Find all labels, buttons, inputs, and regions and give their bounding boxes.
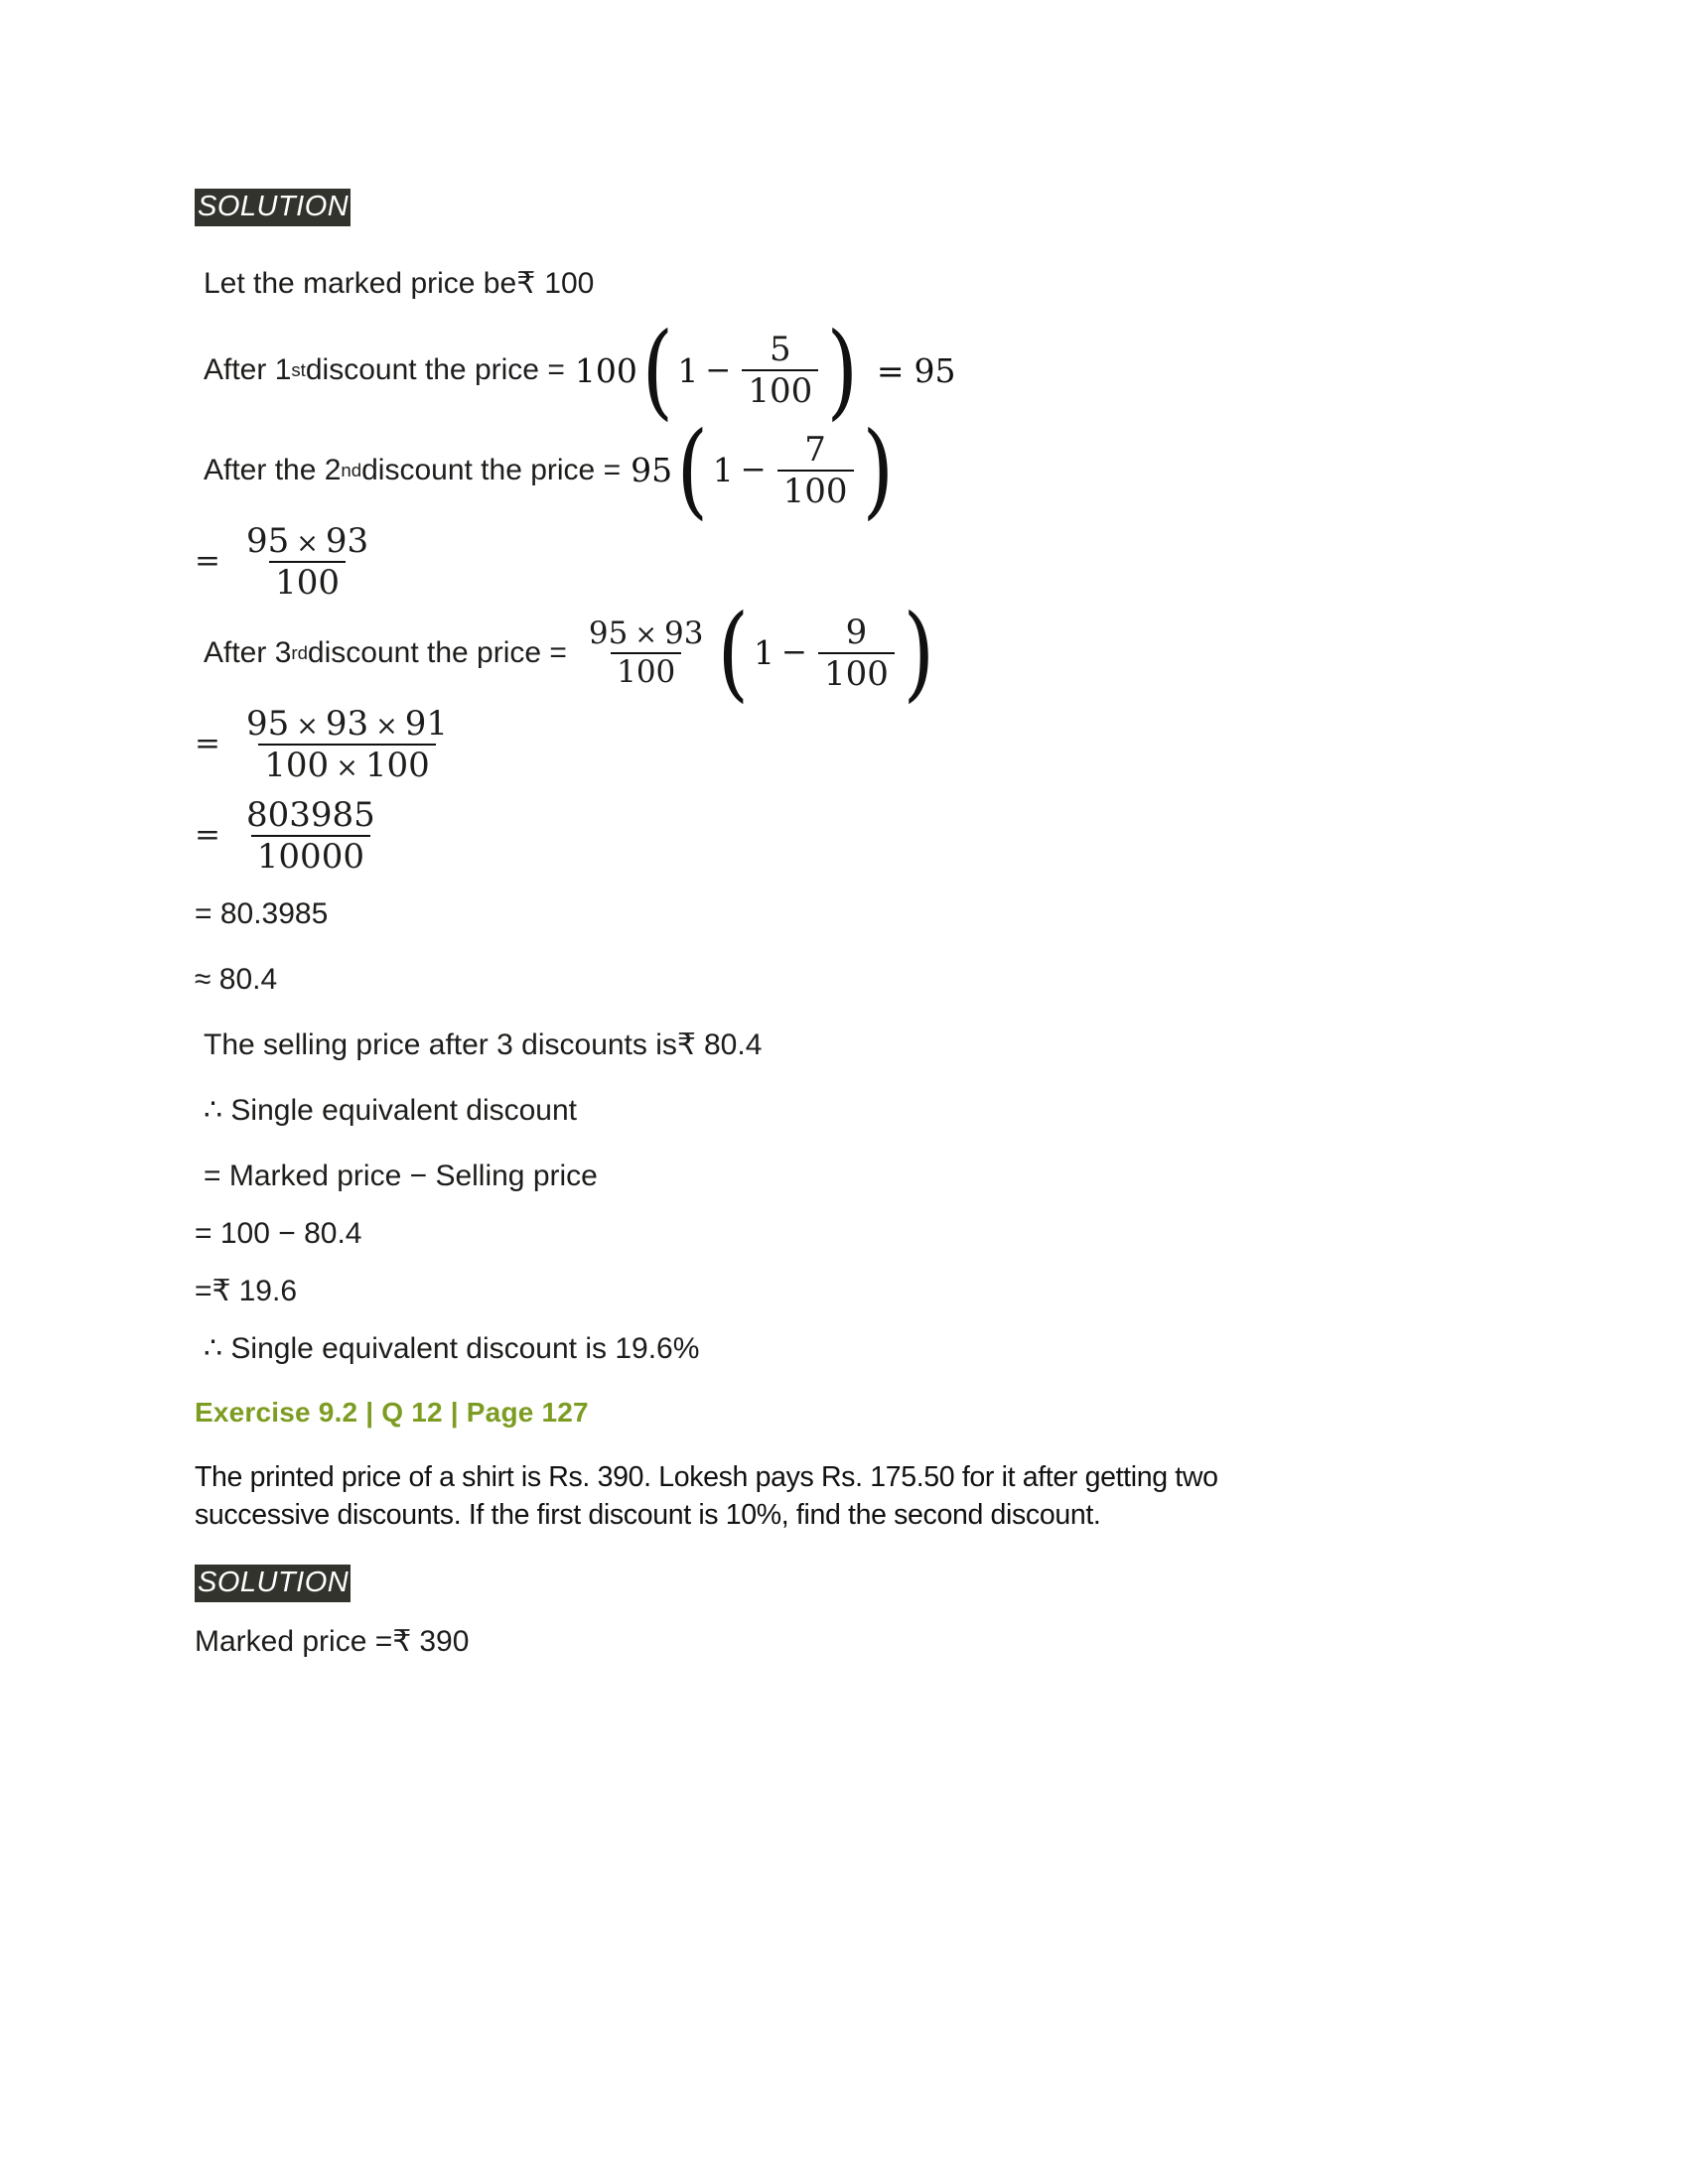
marked-price-2-prefix: Marked price = bbox=[195, 1625, 393, 1659]
selling-price-amount: 80.4 bbox=[704, 1027, 763, 1061]
spacer bbox=[195, 998, 1515, 1027]
step-1-result: 95 bbox=[914, 350, 956, 390]
spacer bbox=[195, 1252, 1515, 1274]
denominator-a: 100 bbox=[264, 745, 330, 785]
fraction-denominator bbox=[258, 744, 435, 783]
step-3-fraction bbox=[818, 614, 895, 692]
fraction-numerator bbox=[583, 614, 710, 652]
line-step-3-result bbox=[195, 703, 1515, 785]
numerator-b: 93 bbox=[664, 614, 704, 651]
fraction-denominator: 10000 bbox=[251, 835, 370, 875]
step-2-one: 1 bbox=[712, 450, 734, 489]
line-decimal-result: = 80.3985 bbox=[195, 896, 329, 930]
step-2-minus: − bbox=[740, 451, 767, 487]
line-approx-result: ≈ 80.4 bbox=[195, 962, 278, 996]
solution-badge-2-wrapper bbox=[195, 1565, 1515, 1602]
line-marked-price-assumption bbox=[195, 266, 1515, 302]
numerator-c: 91 bbox=[404, 703, 449, 744]
fraction-numerator: 9 bbox=[845, 612, 868, 652]
right-paren-icon: ) bbox=[862, 409, 894, 531]
step-3-result-equals: = bbox=[195, 726, 220, 762]
question-text bbox=[195, 1458, 1431, 1535]
spacer bbox=[195, 1535, 1515, 1565]
spacer bbox=[195, 1367, 1515, 1397]
fraction-numerator: 5 bbox=[770, 330, 791, 370]
rupee-icon: ₹ bbox=[211, 1274, 231, 1307]
step-3-one: 1 bbox=[754, 632, 775, 672]
fraction-numerator: 803985 bbox=[245, 794, 375, 835]
line-marked-price-2 bbox=[195, 1624, 1515, 1660]
document-content bbox=[195, 189, 1515, 1660]
spacer bbox=[195, 1309, 1515, 1331]
step-3-result-fraction bbox=[240, 703, 454, 785]
numerator-a: 95 bbox=[245, 703, 290, 744]
marked-price-2-amount: 390 bbox=[419, 1625, 470, 1659]
step-2-prefix: After the 2 bbox=[204, 453, 342, 486]
step-1-minus: − bbox=[705, 351, 732, 388]
fraction-denominator: 100 bbox=[742, 369, 818, 409]
step-2-suffix: discount the price = bbox=[361, 453, 622, 486]
rupee-icon: ₹ bbox=[676, 1027, 696, 1061]
fraction-denominator: 100 bbox=[269, 561, 346, 601]
times-icon: × bbox=[296, 527, 319, 559]
line-conclusion-2: = Marked price − Selling price bbox=[204, 1159, 598, 1192]
left-paren-icon: ( bbox=[717, 592, 750, 714]
step-4-result-fraction bbox=[240, 794, 381, 877]
left-paren-icon: ( bbox=[641, 310, 673, 432]
spacer bbox=[195, 1429, 1515, 1458]
step-3-minus: − bbox=[781, 634, 808, 671]
step-1-suffix: discount the price = bbox=[305, 353, 565, 387]
spacer bbox=[195, 692, 1515, 706]
marked-price-amount: 100 bbox=[544, 267, 595, 301]
fraction-numerator: 7 bbox=[804, 429, 826, 470]
line-step-3: After 3 rd discount the price = $\frac{95 \times 93}{100}$ ( 1 − $\frac{9}{100}$ ) bbox=[204, 592, 935, 714]
line-step-2-result bbox=[195, 520, 1515, 603]
line-conclusion-3: = 100 − 80.4 bbox=[195, 1216, 362, 1250]
exercise-heading[interactable]: Exercise 9.2 | Q 12 | Page 127 bbox=[195, 1396, 589, 1428]
line-step-1: After 1 st discount the price = 100 ( 1 − $\frac{5}{100}$ ) = 95 bbox=[204, 310, 956, 432]
step-3-coefficient-fraction bbox=[583, 614, 710, 690]
step-3-suffix: discount the price = bbox=[307, 635, 567, 669]
marked-price-text: Let the marked price be bbox=[204, 267, 517, 301]
fraction-numerator bbox=[240, 520, 374, 561]
solution-badge: SOLUTION bbox=[195, 1565, 351, 1602]
spacer bbox=[195, 1602, 1515, 1624]
step-4-result-equals: = bbox=[195, 817, 220, 854]
step-1-prefix: After 1 bbox=[204, 353, 292, 387]
solution-badge: SOLUTION bbox=[195, 189, 351, 226]
fraction-denominator: 100 bbox=[611, 652, 681, 689]
step-1-one: 1 bbox=[677, 350, 699, 390]
step-1-factor: 100 bbox=[574, 350, 637, 390]
spacer bbox=[195, 1063, 1515, 1093]
step-2-factor: 95 bbox=[631, 450, 673, 489]
fraction-numerator bbox=[240, 703, 454, 744]
step-1-equals: = bbox=[876, 350, 905, 390]
line-conclusion-5: ∴ Single equivalent discount is 19.6% bbox=[204, 1331, 700, 1365]
step-2-result-equals: = bbox=[195, 543, 220, 579]
spacer bbox=[195, 509, 1515, 523]
conclusion-4-equals: = bbox=[195, 1274, 212, 1307]
step-1-fraction bbox=[742, 330, 818, 412]
step-3-prefix: After 3 bbox=[204, 635, 292, 669]
spacer bbox=[195, 1194, 1515, 1216]
times-icon: × bbox=[634, 618, 657, 650]
solution-badge-1-wrapper bbox=[195, 189, 1515, 226]
conclusion-4-amount: 19.6 bbox=[238, 1274, 298, 1307]
question-line-2: successive discounts. If the first discount is 10%, find the second discount. bbox=[195, 1499, 1101, 1532]
rupee-icon: ₹ bbox=[516, 267, 536, 301]
fraction-denominator: 100 bbox=[777, 470, 854, 509]
times-icon: × bbox=[336, 751, 358, 783]
spacer bbox=[195, 875, 1515, 896]
spacer bbox=[195, 932, 1515, 962]
numerator-b: 93 bbox=[325, 520, 369, 561]
times-icon: × bbox=[375, 710, 398, 742]
right-paren-icon: ) bbox=[826, 310, 859, 432]
spacer bbox=[195, 1129, 1515, 1159]
spacer bbox=[195, 783, 1515, 797]
numerator-b: 93 bbox=[325, 703, 369, 744]
rupee-icon: ₹ bbox=[392, 1625, 412, 1659]
left-paren-icon: ( bbox=[676, 409, 709, 531]
spacer bbox=[195, 226, 1515, 266]
selling-price-prefix: The selling price after 3 discounts is bbox=[204, 1027, 677, 1061]
right-paren-icon: ) bbox=[903, 592, 935, 714]
line-step-4-result bbox=[195, 794, 1515, 877]
line-selling-price bbox=[195, 1027, 1515, 1063]
question-line-1: The printed price of a shirt is Rs. 390. Lokesh pays Rs. 175.50 for it after getting two bbox=[195, 1460, 1218, 1493]
numerator-a: 95 bbox=[245, 520, 290, 561]
line-conclusion-1: ∴ Single equivalent discount bbox=[204, 1093, 577, 1127]
step-2-result-fraction bbox=[240, 520, 374, 603]
times-icon: × bbox=[296, 710, 319, 742]
fraction-denominator: 100 bbox=[818, 652, 895, 692]
numerator-a: 95 bbox=[588, 614, 629, 651]
denominator-b: 100 bbox=[364, 745, 430, 785]
line-step-2: After the 2 nd discount the price = 95 ( 1 − $\frac{7}{100}$ ) bbox=[204, 409, 894, 531]
line-conclusion-4 bbox=[195, 1274, 1515, 1309]
step-2-fraction bbox=[777, 429, 854, 511]
